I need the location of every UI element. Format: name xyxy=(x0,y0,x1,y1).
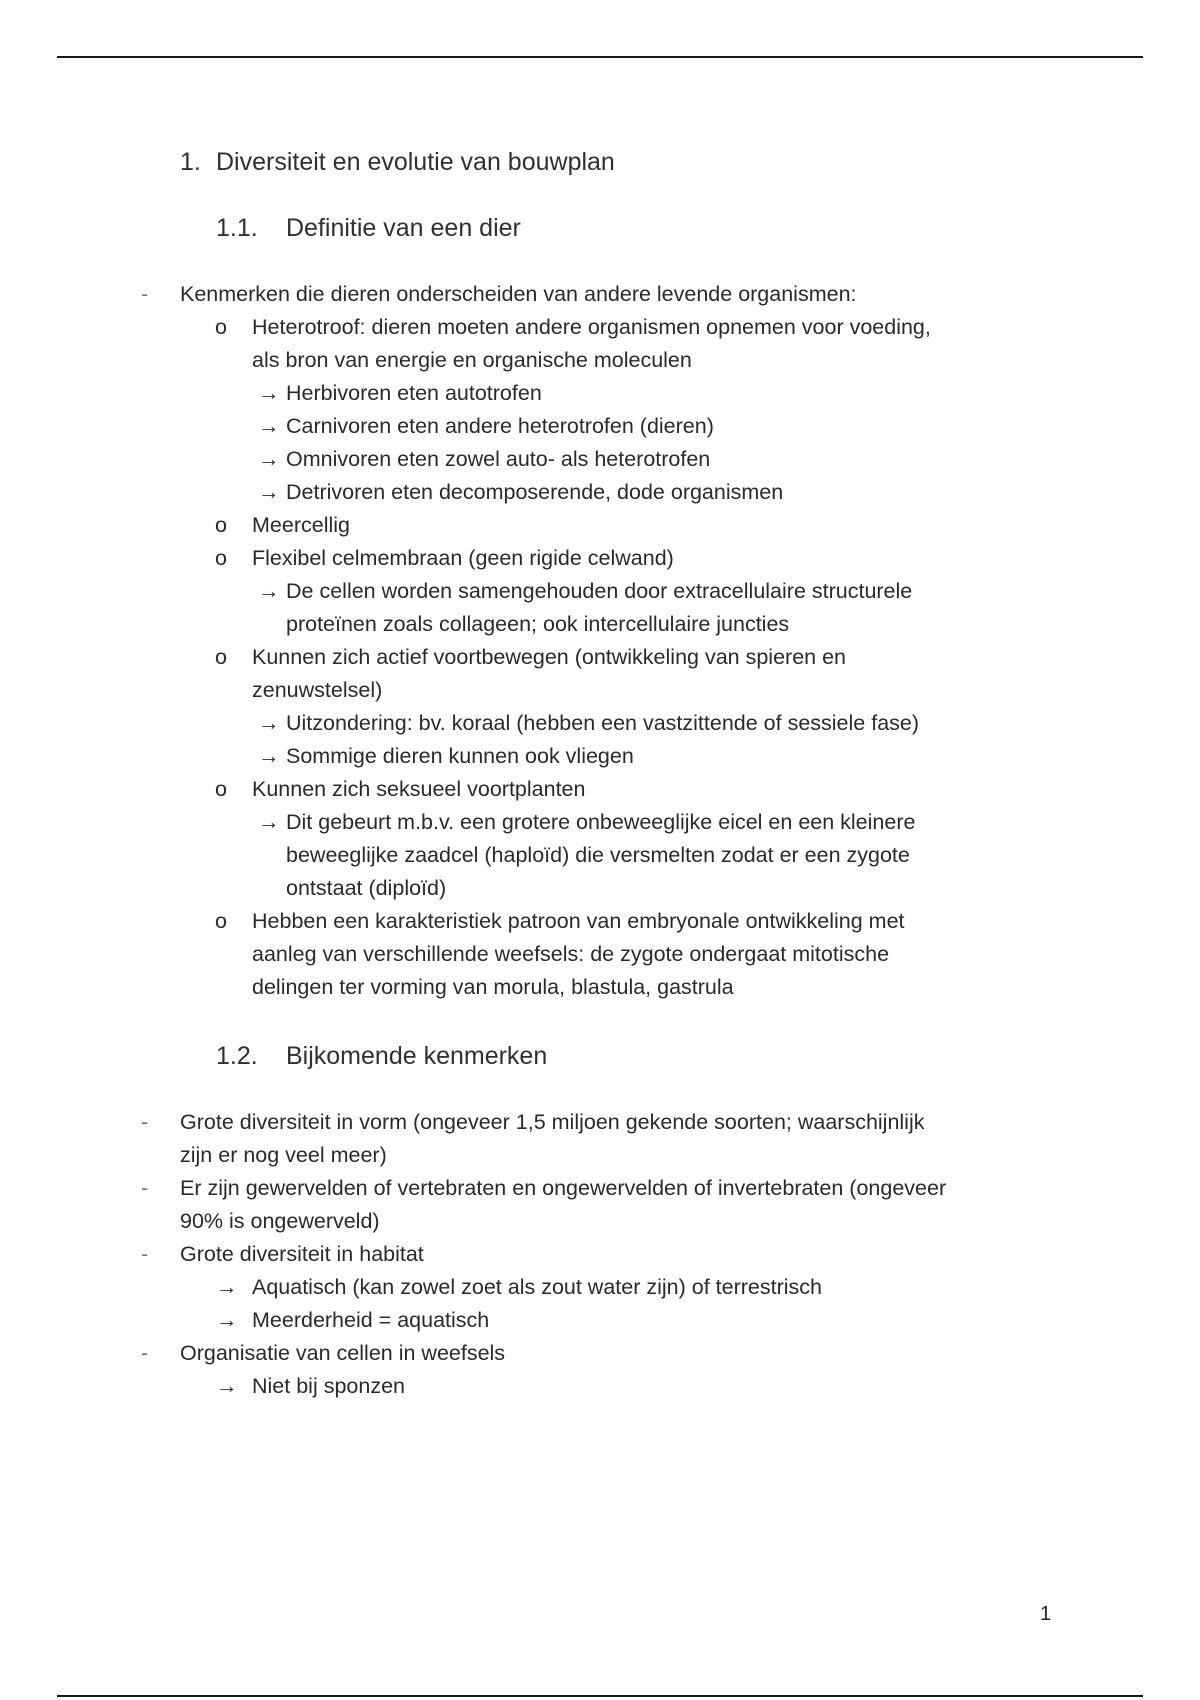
arrow-item-continuation: ontstaat (diploïd) xyxy=(286,876,447,900)
circle-bullet: o xyxy=(215,513,227,537)
list-item-continuation: zijn er nog veel meer) xyxy=(180,1143,387,1167)
dash-bullet: - xyxy=(141,282,149,306)
section-title: Bijkomende kenmerken xyxy=(286,1042,548,1070)
arrow-item: → Carnivoren eten andere heterotrofen (dieren) xyxy=(0,410,1200,443)
circle-bullet: o xyxy=(215,315,227,339)
arrow-icon: → xyxy=(258,810,280,834)
dash-bullet: - xyxy=(141,1110,149,1134)
section-heading-1-2 xyxy=(216,1036,1200,1076)
list-item-continuation: 90% is ongewerveld) xyxy=(180,1209,380,1233)
list-item: - Grote diversiteit in habitat xyxy=(0,1238,1200,1271)
arrow-item: → De cellen worden samengehouden door extracellulaire structurele xyxy=(0,575,1200,608)
circle-bullet: o xyxy=(215,777,227,801)
list-item: - Kenmerken die dieren onderscheiden van andere levende organismen: xyxy=(0,278,1200,311)
arrow-icon: → xyxy=(258,381,280,405)
list-item-continuation: delingen ter vorming van morula, blastula, gastrula xyxy=(252,975,734,999)
chapter-title: Diversiteit en evolutie van bouwplan xyxy=(216,148,615,176)
arrow-item: → Detrivoren eten decomposerende, dode organismen xyxy=(0,476,1200,509)
arrow-item-continuation: beweeglijke zaadcel (haploïd) die versmelten zodat er een zygote xyxy=(286,843,910,867)
header-rule xyxy=(57,56,1143,58)
arrow-icon: → xyxy=(258,579,280,603)
circle-bullet: o xyxy=(215,909,227,933)
arrow-icon: → xyxy=(258,744,280,768)
arrow-item: → Sommige dieren kunnen ook vliegen xyxy=(0,740,1200,773)
section-number: 1.2. xyxy=(216,1042,258,1070)
arrow-icon: → xyxy=(216,1275,238,1299)
dash-bullet: - xyxy=(141,1242,149,1266)
list-item-continuation: aanleg van verschillende weefsels: de zygote ondergaat mitotische xyxy=(252,942,890,966)
arrow-item: → Uitzondering: bv. koraal (hebben een vastzittende of sessiele fase) xyxy=(0,707,1200,740)
list-item: - Er zijn gewervelden of vertebraten en ongewervelden of invertebraten (ongeveer xyxy=(0,1172,1200,1205)
arrow-item: → Omnivoren eten zowel auto- als heterotrofen xyxy=(0,443,1200,476)
arrow-item: → Meerderheid = aquatisch xyxy=(0,1304,1200,1337)
list-item: o Meercellig xyxy=(0,509,1200,542)
dash-bullet: - xyxy=(141,1176,149,1200)
list-item: o Kunnen zich seksueel voortplanten xyxy=(0,773,1200,806)
circle-bullet: o xyxy=(215,546,227,570)
list-item-continuation: als bron van energie en organische moleculen xyxy=(252,348,692,372)
arrow-icon: → xyxy=(258,414,280,438)
arrow-icon: → xyxy=(258,480,280,504)
list-item: o Heterotroof: dieren moeten andere organismen opnemen voor voeding, xyxy=(0,311,1200,344)
chapter-heading xyxy=(180,140,1200,184)
section-title: Definitie van een dier xyxy=(286,214,521,242)
list-item: o Kunnen zich actief voortbewegen (ontwikkeling van spieren en xyxy=(0,641,1200,674)
section-heading-1-1 xyxy=(216,208,1200,248)
list-item-continuation: zenuwstelsel) xyxy=(252,678,383,702)
list-item: o Flexibel celmembraan (geen rigide celwand) xyxy=(0,542,1200,575)
arrow-item: → Dit gebeurt m.b.v. een grotere onbeweeglijke eicel en een kleinere xyxy=(0,806,1200,839)
arrow-item: → Aquatisch (kan zowel zoet als zout water zijn) of terrestrisch xyxy=(0,1271,1200,1304)
arrow-item: → Herbivoren eten autotrofen xyxy=(0,377,1200,410)
circle-bullet: o xyxy=(215,645,227,669)
arrow-item-continuation: proteïnen zoals collageen; ook intercellulaire juncties xyxy=(286,612,790,636)
list-item: - Organisatie van cellen in weefsels xyxy=(0,1337,1200,1370)
list-item: o Hebben een karakteristiek patroon van embryonale ontwikkeling met xyxy=(0,905,1200,938)
footer-rule xyxy=(57,1695,1143,1697)
arrow-icon: → xyxy=(258,447,280,471)
document-page xyxy=(0,140,1200,1403)
page-number: 1 xyxy=(1040,1603,1052,1625)
chapter-number: 1. xyxy=(180,148,201,176)
section-number: 1.1. xyxy=(216,214,258,242)
arrow-item: → Niet bij sponzen xyxy=(0,1370,1200,1403)
arrow-icon: → xyxy=(216,1308,238,1332)
list-item: - Grote diversiteit in vorm (ongeveer 1,5 miljoen gekende soorten; waarschijnlijk xyxy=(0,1106,1200,1139)
arrow-icon: → xyxy=(258,711,280,735)
arrow-icon: → xyxy=(216,1374,238,1398)
dash-bullet: - xyxy=(141,1341,149,1365)
